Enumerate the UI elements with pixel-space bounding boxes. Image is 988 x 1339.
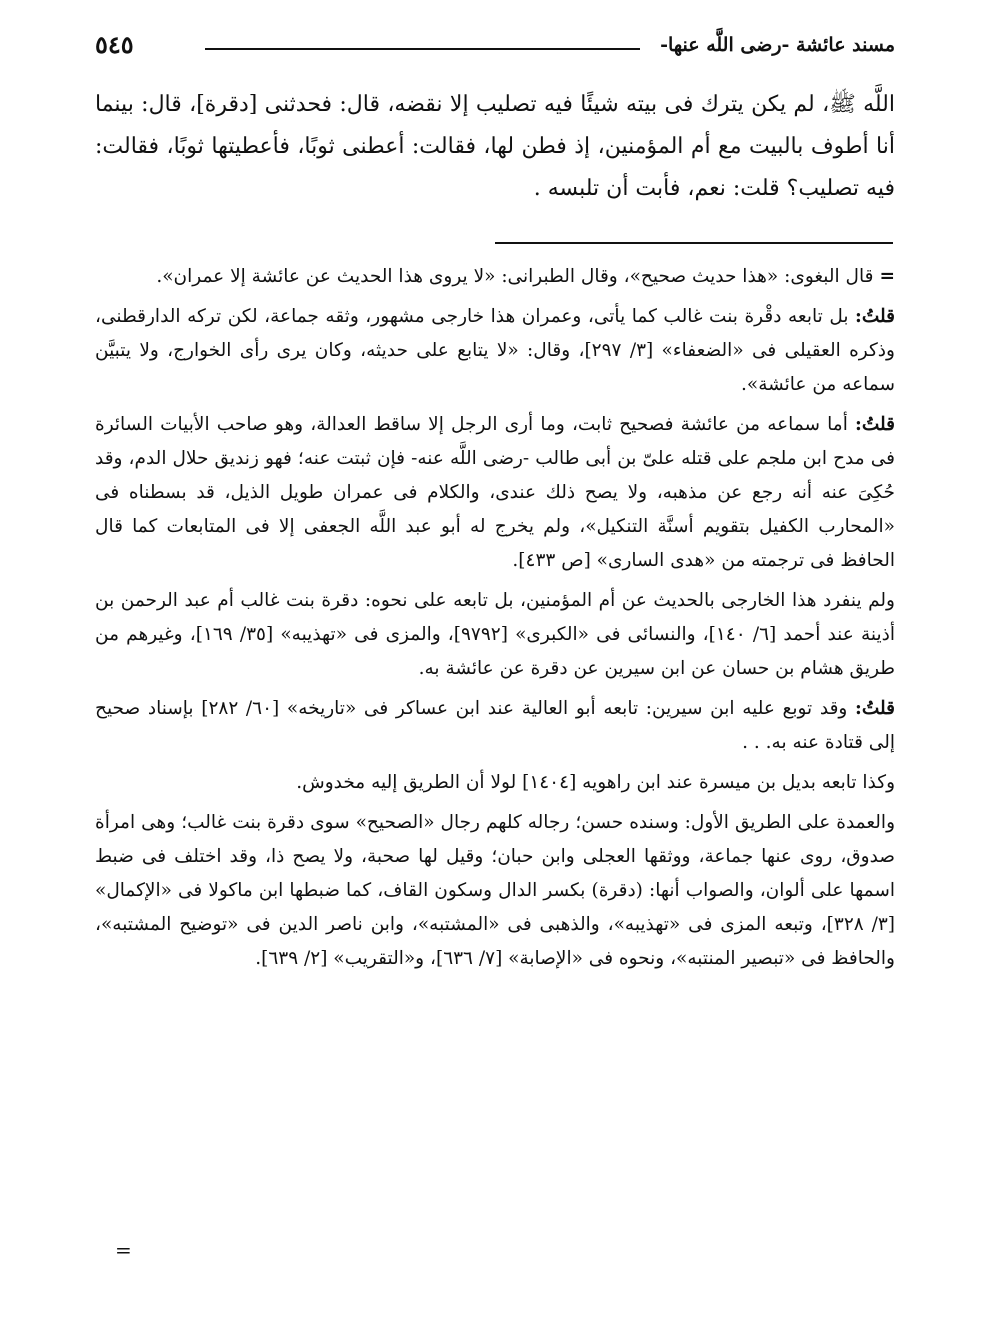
note-paragraph-3 <box>95 408 895 578</box>
note-label: قلتُ: <box>855 414 895 435</box>
running-header <box>95 30 895 64</box>
note-label: قلتُ: <box>855 698 895 719</box>
continuation-mark: = <box>879 266 895 287</box>
main-paragraph: اللَّه ﷺ، لم يكن يترك فى بيته شيئًا فيه تصليب إلا نقضه، قال: فحدثنى [دقرة]، قال: بينما أنا أطوف بالبيت مع أم المؤمنين، إذ فطن لها، فقالت: أعطنى ثوبًا، فأعطيتها ثوبًا، فقالت: فيه تصليب؟ قلت: نعم، فأبت أن تلبسه . <box>95 92 895 201</box>
main-text-block <box>95 84 895 210</box>
note-paragraph-7 <box>95 806 895 976</box>
note-paragraph-1 <box>95 260 895 294</box>
note-paragraph-6 <box>95 766 895 800</box>
footnote-separator <box>495 242 893 244</box>
note-text: قال البغوى: «هذا حديث صحيح»، وقال الطبرانى: «لا يروى هذا الحديث عن عائشة إلا عمران». <box>156 266 874 287</box>
note-text: بل تابعه دقْرة بنت غالب كما يأتى، وعمران هذا خارجى مشهور، وثقه جماعة، لكن تركه الدارقطنى، وذكره العقيلى فى «الضعفاء» [٣/ ٢٩٧]، وقال: «لا يتابع على حديثه، وكان يرى رأى الخوارج، ولا يتبيَّن سماعه من عائشة». <box>95 306 895 395</box>
note-label: قلتُ: <box>855 306 895 327</box>
note-text: والعمدة على الطريق الأول: وسنده حسن؛ رجاله كلهم رجال «الصحيح» سوى دقرة بنت غالب؛ وهى امرأة صدوق، روى عنها جماعة، ووثقها العجلى وابن حبان؛ وقيل لها صحبة، ولا يصح ذا، وقد اختلف فى ضبط اسمها على ألوان، والصواب أنها: (دقرة) بكسر الدال وسكون القاف، كما ضبطها ابن ماكولا فى «الإكمال» [٣/ ٣٢٨]، وتبعه المزى فى «تهذيبه»، والذهبى فى «المشتبه»، وابن ناصر الدين فى «توضيح المشتبه»، والحافظ فى «تبصير المنتبه»، ونحوه فى «الإصابة» [٧/ ٦٣٦]، و«التقريب» [٢/ ٦٣٩]. <box>95 812 895 969</box>
note-paragraph-5 <box>95 692 895 760</box>
header-title: مسند عائشة -رضى اللَّه عنها- <box>660 34 895 56</box>
footnotes <box>95 260 895 982</box>
note-paragraph-4 <box>95 584 895 686</box>
page-number: ٥٤٥ <box>95 30 134 59</box>
note-text: وكذا تابعه بديل بن ميسرة عند ابن راهويه [١٤٠٤] لولا أن الطريق إليه مخدوش. <box>296 772 895 793</box>
continues-next-page-mark: = <box>115 1238 132 1262</box>
note-text: أما سماعه من عائشة فصحيح ثابت، وما أرى الرجل إلا ساقط العدالة، وهو صاحب الأبيات السائرة فى مدح ابن ملجم على قتله علىّ بن أبى طالب -رضى اللَّه عنه- فإن ثبتت عنه؛ فهو زنديق حلال الدم، وقد حُكِىَ عنه أنه رجع عن مذهبه، ولا يصح ذلك عندى، والكلام فى عمران طويل الذيل، قد بسطناه فى «المحارب الكفيل بتقويم أسنَّة التنكيل»، ولم يخرج له أبو عبد اللَّه الجعفى إلا فى المتابعات كما قال الحافظ فى ترجمته من «هدى السارى» [ص ٤٣٣]. <box>95 414 895 571</box>
note-text: وقد توبع عليه ابن سيرين: تابعه أبو العالية عند ابن عساكر فى «تاريخه» [٦٠/ ٢٨٢] بإسناد صحيح إلى قتادة عنه به. . . <box>95 698 895 753</box>
note-text: ولم ينفرد هذا الخارجى بالحديث عن أم المؤمنين، بل تابعه على نحوه: دقرة بنت غالب أم عبد الرحمن بن أذينة عند أحمد [٦/ ١٤٠]، والنسائى فى «الكبرى» [٩٧٩٢]، والمزى فى «تهذيبه» [٣٥/ ١٦٩]، وغيرهم من طريق هشام بن حسان عن ابن سيرين عن دقرة عن عائشة به. <box>95 590 895 679</box>
header-rule <box>205 48 640 50</box>
note-paragraph-2 <box>95 300 895 402</box>
